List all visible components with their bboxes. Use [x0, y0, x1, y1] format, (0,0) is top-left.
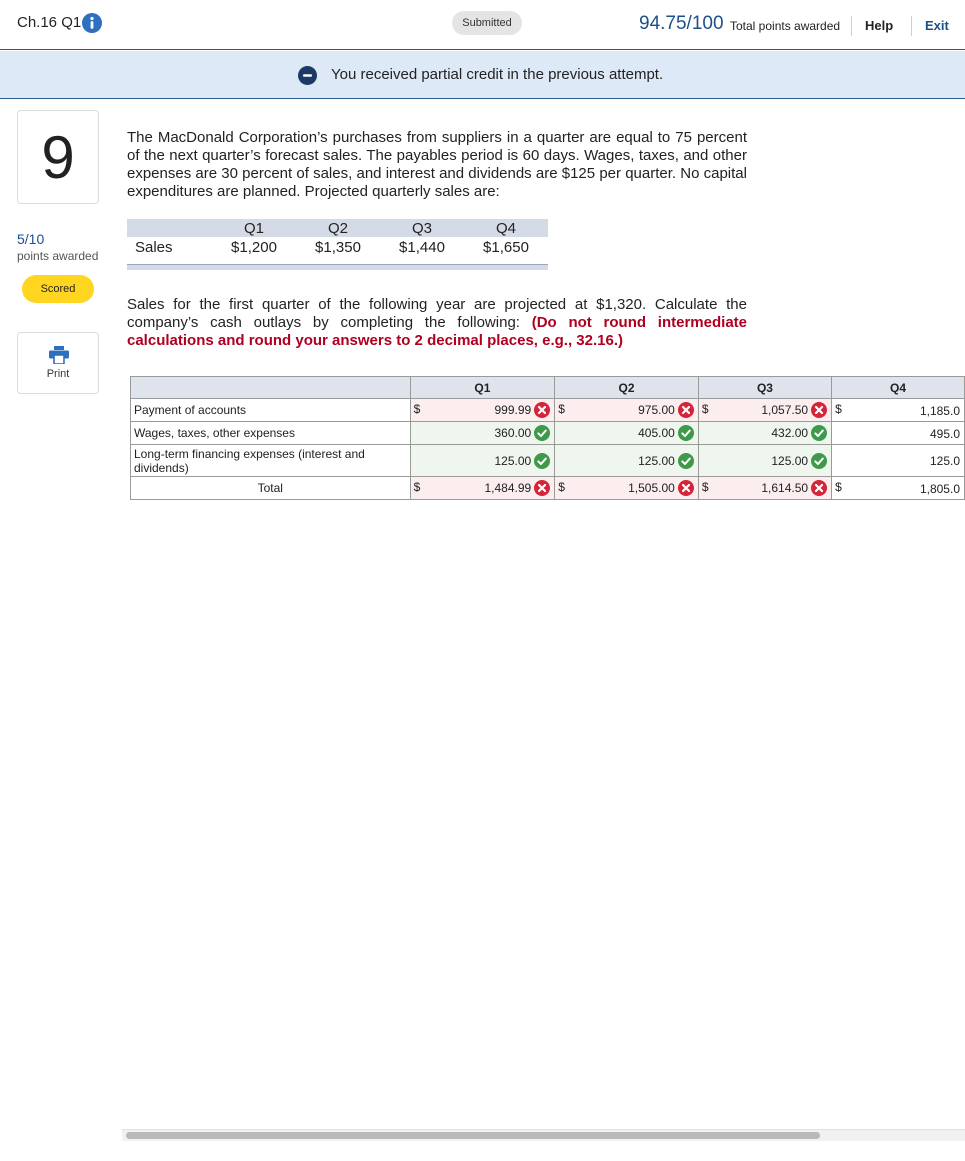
incorrect-icon: [811, 402, 827, 418]
rounding-instruction: (Do not round intermediate calculations and round your answers to 2 decimal places, e.g., 32.16.): [127, 314, 748, 349]
answer-value: 125.00: [494, 453, 532, 468]
answer-header-q4: Q4: [832, 377, 965, 399]
sales-row-label: Sales: [135, 238, 173, 256]
answer-value: 432.00: [771, 426, 809, 440]
answer-input-q4[interactable]: [853, 445, 964, 477]
correct-check-icon: [678, 425, 694, 441]
currency-symbol: [698, 422, 720, 445]
submitted-badge: Submitted: [452, 11, 522, 35]
sales-q3-value: $1,440: [399, 238, 445, 256]
answer-input-q1[interactable]: [432, 399, 555, 422]
points-awarded-label: points awarded: [17, 249, 99, 263]
total-score: 94.75/100: [639, 13, 724, 34]
sales-header-q1: Q1: [212, 219, 296, 237]
exit-button[interactable]: Exit: [925, 18, 949, 33]
currency-symbol: [832, 422, 854, 445]
answer-header-q2: Q2: [555, 377, 699, 399]
answer-value: 495.0: [929, 426, 960, 441]
total-score-label: Total points awarded: [730, 19, 841, 33]
incorrect-icon: [678, 480, 694, 496]
scored-badge: Scored: [22, 275, 94, 303]
answer-input-q3[interactable]: [720, 477, 832, 500]
answer-input-q4[interactable]: [853, 422, 964, 445]
answer-value: 405.00: [638, 426, 675, 440]
currency-symbol: $: [832, 477, 854, 500]
answer-row: [131, 399, 965, 422]
answer-input-q2[interactable]: [576, 445, 698, 477]
answer-value: 125.00: [638, 453, 675, 468]
currency-symbol: [555, 445, 577, 477]
sales-q2-value: $1,350: [315, 238, 361, 256]
answer-header-q3: Q3: [698, 377, 831, 399]
answer-input-q3[interactable]: [720, 399, 832, 422]
answer-input-q3[interactable]: [720, 422, 832, 445]
answer-row-label: Payment of accounts: [131, 399, 411, 422]
answer-row-label: Wages, taxes, other expenses: [131, 422, 411, 445]
currency-symbol: $: [410, 399, 432, 422]
answer-input-q4[interactable]: [853, 477, 964, 500]
answer-row-label: Total: [131, 477, 411, 500]
printer-icon: [49, 346, 69, 364]
currency-symbol: [832, 445, 854, 477]
question-text: The MacDonald Corporation’s purchases from suppliers in a quarter are equal to 75 percent of the next quarter’s forecast sales. The payables period is 60 days. Wages, taxes, and other expenses are 30 percent of sales, and interest and dividends are $125 per quarter. No capital expenditures are planned. Projected quarterly sales are:: [127, 129, 747, 200]
answer-value: 999.99: [494, 403, 532, 417]
sales-header-q2: Q2: [296, 219, 380, 237]
answer-value: 1,484.99: [484, 481, 532, 495]
answer-input-q4[interactable]: [853, 399, 964, 422]
currency-symbol: $: [698, 477, 720, 500]
answer-value: 125.00: [771, 453, 809, 468]
points-awarded-value: 5/10: [17, 231, 45, 247]
currency-symbol: $: [698, 399, 720, 422]
question-text-2: Sales for the first quarter of the following year are projected at $1,320. Calculate the company’s cash outlays by completing the following:: [127, 296, 747, 331]
sales-q4-value: $1,650: [483, 238, 529, 256]
answer-input-q2[interactable]: [576, 399, 698, 422]
answer-input-q2[interactable]: [576, 422, 698, 445]
answer-value: 1,505.00: [628, 481, 675, 495]
header-divider: [911, 16, 912, 36]
answer-input-q1[interactable]: [432, 422, 555, 445]
currency-symbol: $: [410, 477, 432, 500]
currency-symbol: $: [832, 399, 854, 422]
sales-header-q3: Q3: [380, 219, 464, 237]
minus-circle-icon: [298, 66, 317, 85]
correct-check-icon: [534, 425, 550, 441]
answer-value: 1,614.50: [761, 481, 809, 495]
answer-value: 975.00: [638, 403, 675, 417]
print-button[interactable]: [17, 332, 99, 394]
info-icon[interactable]: [82, 13, 102, 33]
incorrect-icon: [811, 480, 827, 496]
answer-row: [131, 422, 965, 445]
sales-table: [127, 219, 548, 257]
assignment-title: Ch.16 Q1: [17, 14, 82, 31]
answer-input-q1[interactable]: [432, 445, 555, 477]
answer-header-q1: Q1: [410, 377, 555, 399]
incorrect-icon: [534, 480, 550, 496]
answer-table: [130, 376, 965, 500]
currency-symbol: $: [555, 477, 577, 500]
answer-value: 360.00: [494, 426, 532, 440]
correct-check-icon: [678, 453, 694, 469]
answer-input-q2[interactable]: [576, 477, 698, 500]
banner-message: You received partial credit in the previous attempt.: [331, 66, 664, 83]
currency-symbol: [698, 445, 720, 477]
currency-symbol: [410, 445, 432, 477]
sales-header-blank: [127, 219, 212, 237]
sales-header-q4: Q4: [464, 219, 548, 237]
answer-row: [131, 445, 965, 477]
sales-table-footer: [127, 264, 548, 270]
question-instructions: [127, 296, 747, 350]
answer-row-label: Long-term financing expenses (interest and dividends): [131, 445, 411, 477]
scrollbar-thumb[interactable]: [126, 1132, 820, 1139]
answer-input-q1[interactable]: [432, 477, 555, 500]
answer-input-q3[interactable]: [720, 445, 832, 477]
answer-value: 125.0: [929, 453, 960, 468]
answer-value: 1,057.50: [761, 403, 809, 417]
currency-symbol: [410, 422, 432, 445]
correct-check-icon: [534, 453, 550, 469]
question-number: 9: [17, 110, 99, 204]
currency-symbol: $: [555, 399, 577, 422]
answer-value: 1,185.0: [919, 403, 960, 418]
help-button[interactable]: Help: [865, 18, 894, 33]
top-header: [0, 0, 965, 50]
header-divider: [851, 16, 852, 36]
incorrect-icon: [534, 402, 550, 418]
answer-row: [131, 477, 965, 500]
correct-check-icon: [811, 453, 827, 469]
incorrect-icon: [678, 402, 694, 418]
print-label: Print: [46, 368, 70, 380]
correct-check-icon: [811, 425, 827, 441]
answer-header-blank: [131, 377, 411, 399]
partial-credit-banner: [0, 51, 965, 99]
sales-q1-value: $1,200: [231, 238, 277, 256]
answer-value: 1,805.0: [919, 481, 960, 496]
currency-symbol: [555, 422, 577, 445]
